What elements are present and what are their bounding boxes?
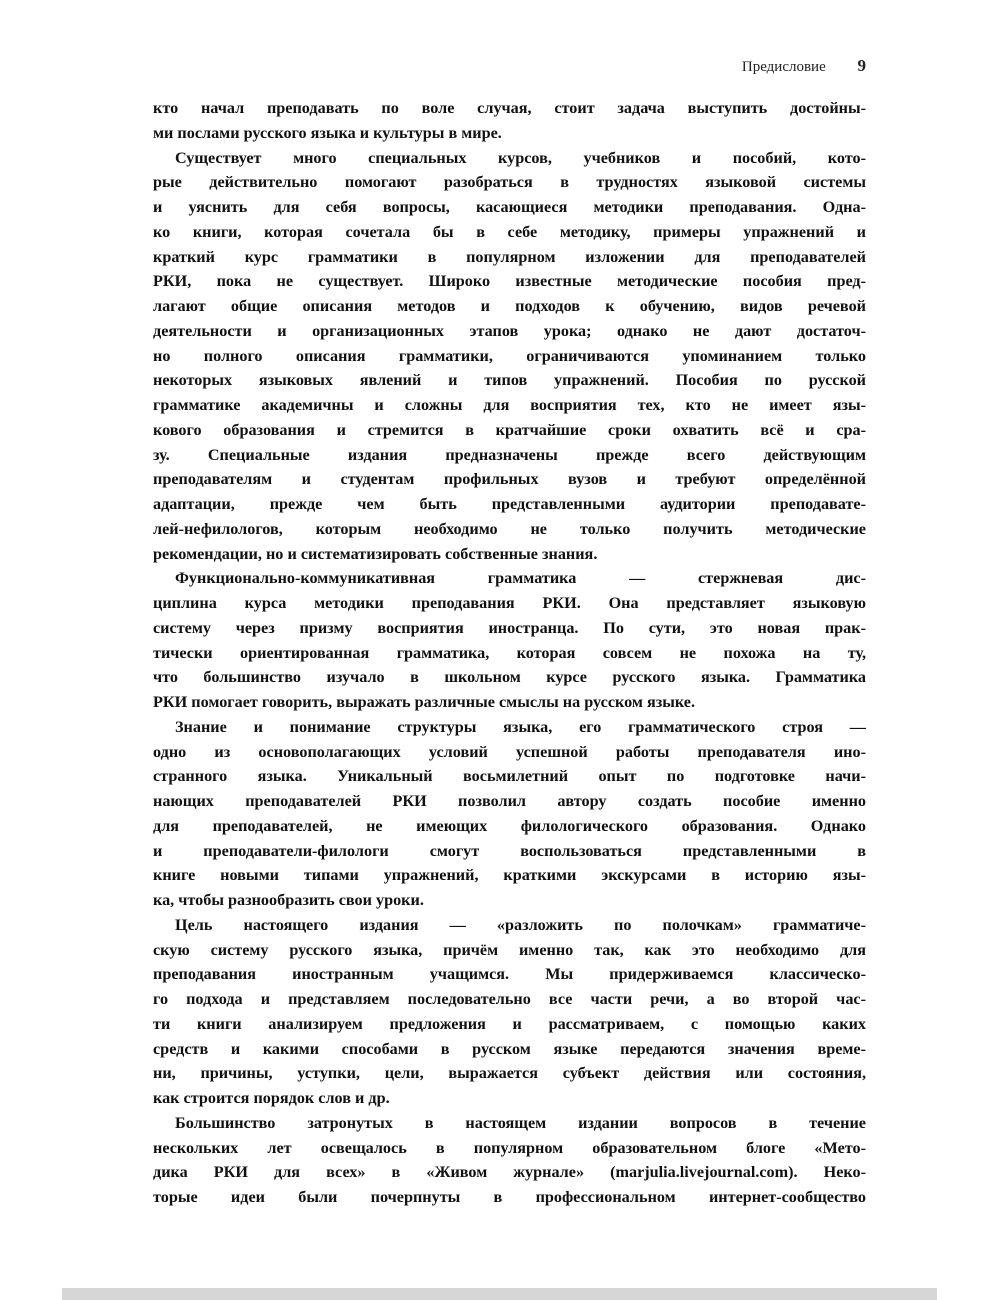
chapter-title: Предисловие <box>741 59 826 75</box>
text-line: адаптации, прежде чем быть представленными аудитории преподавате- <box>153 495 866 513</box>
text-line: Функционально-коммуникативная грамматика — стержневая дис- <box>175 569 866 588</box>
page-body-text <box>153 96 866 1210</box>
paragraph <box>153 96 866 146</box>
text-line: торые идеи были почерпнуты в профессиональном интернет-сообщество <box>153 1188 866 1206</box>
text-line: Существует много специальных курсов, учебников и пособий, кото- <box>175 148 866 167</box>
text-line: странного языка. Уникальный восьмилетний опыт по подготовке начи- <box>153 767 866 786</box>
text-line: Цель настоящего издания — «разложить по полочкам» грамматиче- <box>175 915 866 934</box>
text-line: но полного описания грамматики, ограничиваются упоминанием только <box>153 346 866 365</box>
horizontal-scrollbar[interactable] <box>62 1288 937 1300</box>
text-line: скую систему русского языка, причём именно так, как это необходимо для <box>153 940 866 959</box>
text-line: РКИ помогает говорить, выражать различные смыслы на русском языке. <box>153 693 696 711</box>
text-line: некоторых языковых явлений и типов упражнений. Пособия по русской <box>153 371 866 390</box>
text-line: РКИ, пока не существует. Широко известные методические пособия пред- <box>153 272 866 291</box>
text-line: Знание и понимание структуры языка, его грамматического строя — <box>175 717 866 736</box>
paragraph <box>153 913 866 1111</box>
paragraph <box>153 566 866 715</box>
text-line: тически ориентированная грамматика, которая совсем не похожа на ту, <box>153 643 866 662</box>
text-line: преподавателям и студентам профильных вузов и требуют определённой <box>153 470 866 489</box>
text-line: средств и какими способами в русском языке передаются значения време- <box>153 1039 866 1058</box>
text-line: краткий курс грамматики в популярном изложении для преподавателей <box>153 247 866 266</box>
text-line: рые действительно помогают разобраться в трудностях языковой системы <box>153 173 866 192</box>
text-line: нающих преподавателей РКИ позволил автору создать пособие именно <box>153 792 866 810</box>
text-line: и уяснить для себя вопросы, касающиеся методики преподавания. Одна- <box>153 198 866 216</box>
text-line: ни, причины, уступки, цели, выражается субъект действия или состояния, <box>153 1064 866 1083</box>
text-line: преподавания иностранным учащимся. Мы придерживаемся классическо- <box>153 965 866 984</box>
text-line: кто начал преподавать по воле случая, стоит задача выступить достойны- <box>153 99 866 117</box>
text-line: как строится порядок слов и др. <box>153 1089 390 1107</box>
text-line: ка, чтобы разнообразить свои уроки. <box>153 891 424 909</box>
text-line: ти книги анализируем предложения и рассматриваем, с помощью каких <box>153 1014 866 1033</box>
text-line: систему через призму восприятия иностранца. По сути, это новая прак- <box>153 618 866 637</box>
text-line: кового образования и стремится в кратчайшие сроки охватить всё и сра- <box>153 420 866 439</box>
text-line: рекомендации, но и систематизировать собственные знания. <box>153 544 598 563</box>
text-line: циплина курса методики преподавания РКИ. Она представляет языковую <box>153 594 866 612</box>
text-line: деятельности и организационных этапов урока; однако не дают достаточ- <box>153 321 866 340</box>
text-line: го подхода и представляем последовательно все части речи, а во второй час- <box>153 990 866 1008</box>
text-line: лей-нефилологов, которым необходимо не только получить методические <box>153 519 866 538</box>
text-line: книге новыми типами упражнений, краткими экскурсами в историю язы- <box>153 866 866 885</box>
paragraph <box>153 146 866 567</box>
text-line: Большинство затронутых в настоящем издании вопросов в течение <box>175 1113 866 1132</box>
paragraph <box>153 715 866 913</box>
running-header <box>0 56 866 76</box>
text-line: ми послами русского языка и культуры в мире. <box>153 123 502 142</box>
page-number: 9 <box>857 56 866 75</box>
text-line: ко книги, которая сочетала бы в себе методику, примеры упражнений и <box>153 222 866 241</box>
text-line: для преподавателей, не имеющих филологического образования. Однако <box>153 816 866 835</box>
text-line: и преподаватели-филологи смогут воспользоваться представленными в <box>153 841 866 860</box>
text-line: грамматике академичны и сложны для восприятия тех, кто не имеет язы- <box>153 396 866 414</box>
text-line: лагают общие описания методов и подходов к обучению, видов речевой <box>153 297 866 315</box>
text-line: нескольких лет освещалось в популярном образовательном блоге «Мето- <box>153 1138 866 1157</box>
text-line: зу. Специальные издания предназначены прежде всего действующим <box>153 445 866 464</box>
paragraph <box>153 1111 866 1210</box>
text-line: одно из основополагающих условий успешной работы преподавателя ино- <box>153 742 866 761</box>
text-line: дика РКИ для всех» в «Живом журнале» (marjulia.livejournal.com). Неко- <box>153 1163 866 1182</box>
text-line: что большинство изучало в школьном курсе русского языка. Грамматика <box>153 668 866 687</box>
